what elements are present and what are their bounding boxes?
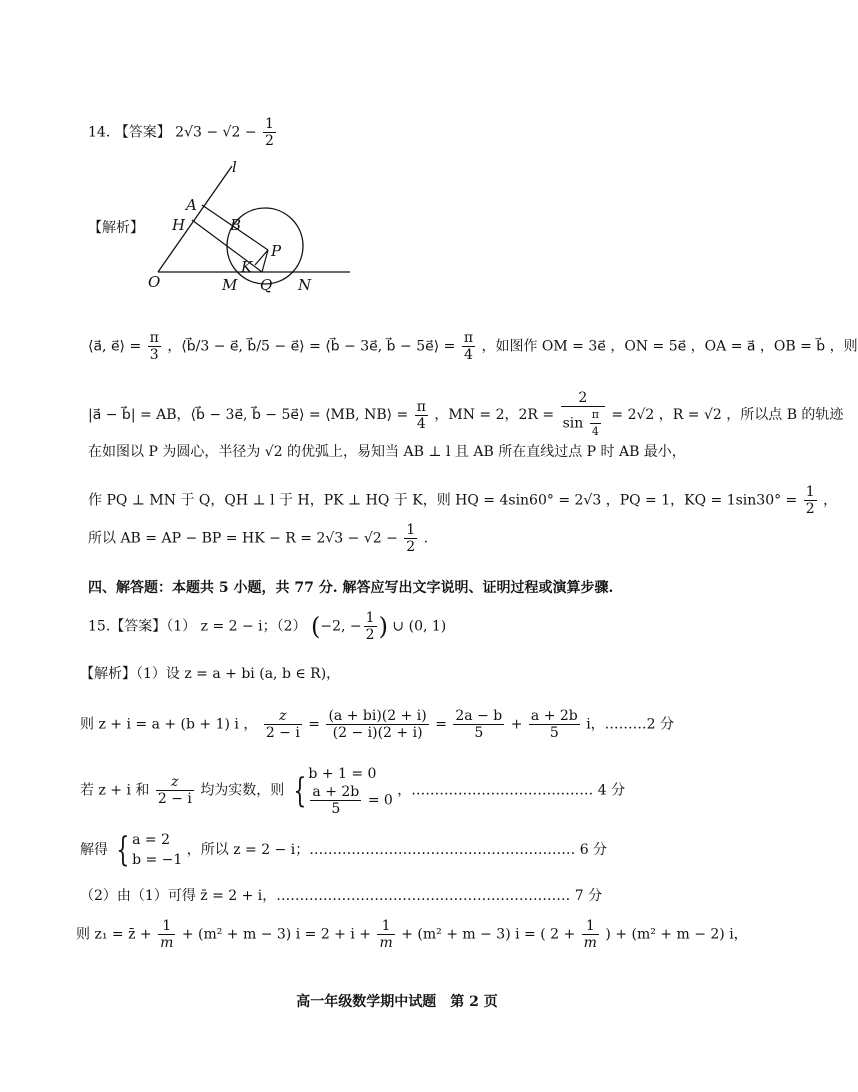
section-4-header: 四、解答题：本题共 5 小题，共 77 分. 解答应写出文字说明、证明过程或演算步骤. [88, 580, 614, 596]
q14-line4: 作 PQ ⊥ MN 于 Q，QH ⊥ l 于 H，PK ⊥ HQ 于 K，则 HQ = 4sin60° = 2√3 ，PQ = 1，KQ = 1sin30° = $\frac{1}{2}$ ， [88, 484, 838, 517]
q14-line1: ⟨a⃗, e⃗⟩ = $\frac{\pi}{3}$ ，⟨b⃗/3 − e⃗, b⃗/5 − e⃗⟩ = ⟨b⃗ − 3e⃗, b⃗ − 5e⃗⟩ = $\frac{\pi}{4}$ ，如图作 OM = 3e⃗ ，ON = 5e⃗ ，OA = a⃗ ，OB = b⃗ ，则 [88, 330, 858, 363]
q14-number: 14. [88, 124, 111, 141]
q15-line1: 【解析】（1）设 z = a + bi (a, b ∈ R)， [80, 666, 341, 682]
q15-line4: 解得 { a = 2 b = −1 ，所以 z = 2 − i；………………………………………………… 6 分 [80, 830, 608, 870]
q14-answer: 2√3 − √2 − [175, 124, 257, 141]
label-A: A [186, 196, 197, 214]
label-B: B [230, 216, 242, 234]
q14-analysis-tag: 【解析】 [88, 220, 144, 236]
label-P: P [271, 242, 282, 260]
label-O: O [148, 273, 161, 291]
q15-line6: 则 z₁ = z̄ + $\frac{1}{m}$ + (m² + m − 3) i = 2 + i + $\frac{1}{m}$ + (m² + m − 3) i = ( 2 + $\frac{1}{m}$ ) + (m² + m − 2) i， [76, 918, 748, 951]
line-l [158, 166, 232, 272]
label-M: M [222, 276, 238, 294]
q14-answer-tag: 【答案】 [114, 124, 171, 141]
label-N: N [298, 276, 312, 294]
page-footer: 高一年级数学期中试题 第 2 页 [296, 994, 498, 1010]
label-K: K [241, 258, 253, 276]
label-H: H [172, 216, 186, 234]
q15-answer-line: 15.【答案】（1） z = 2 − i；（2） (−2, − $\frac{1}{2}$ ) ∪ (0, 1) [88, 610, 447, 643]
q15-line3: 若 z + i 和 $\frac{z}{2 - i}$ 均为实数，则 { b + 1 = 0 $\frac{a + 2b}{5}$ = 0 ，………………………………… 4 分 [80, 766, 626, 817]
q14-line5: 所以 AB = AP − BP = HK − R = 2√3 − √2 − $\frac{1}{2}$ . [88, 522, 429, 555]
label-Q: Q [260, 276, 273, 294]
q15-line2: 则 z + i = a + (b + 1) i ， $\frac{z}{2 - i}$ = $\frac{(a + bi)(2 + i)}{(2 - i)(2 + i)}$ = $\frac{2a - b}{5}$ + $\frac{a + 2b}{5}$ i，………2 分 [80, 708, 675, 741]
q15-line5: （2）由（1）可得 z̄ = 2 + i，……………………………………………………… 7 分 [80, 888, 603, 904]
q14-answer-line [88, 116, 278, 149]
q14-answer-frac: $\frac{1}{2}$ [265, 116, 274, 149]
q14-line2: |a⃗ − b⃗| = AB，⟨b⃗ − 3e⃗, b⃗ − 5e⃗⟩ = ⟨MB, NB⟩ = $\frac{\pi}{4}$ ，MN = 2，2R = 2 sin $\frac{\pi}{4}$ = 2√2 ，R = √2 ，所以点 B 的轨迹 [88, 390, 844, 438]
q14-line3: 在如图以 P 为圆心，半径为 √2 的优弧上，易知当 AB ⊥ l 且 AB 所在直线过点 P 时 AB 最小， [88, 444, 686, 460]
geometry-figure [140, 160, 370, 295]
label-l: l [232, 158, 237, 176]
